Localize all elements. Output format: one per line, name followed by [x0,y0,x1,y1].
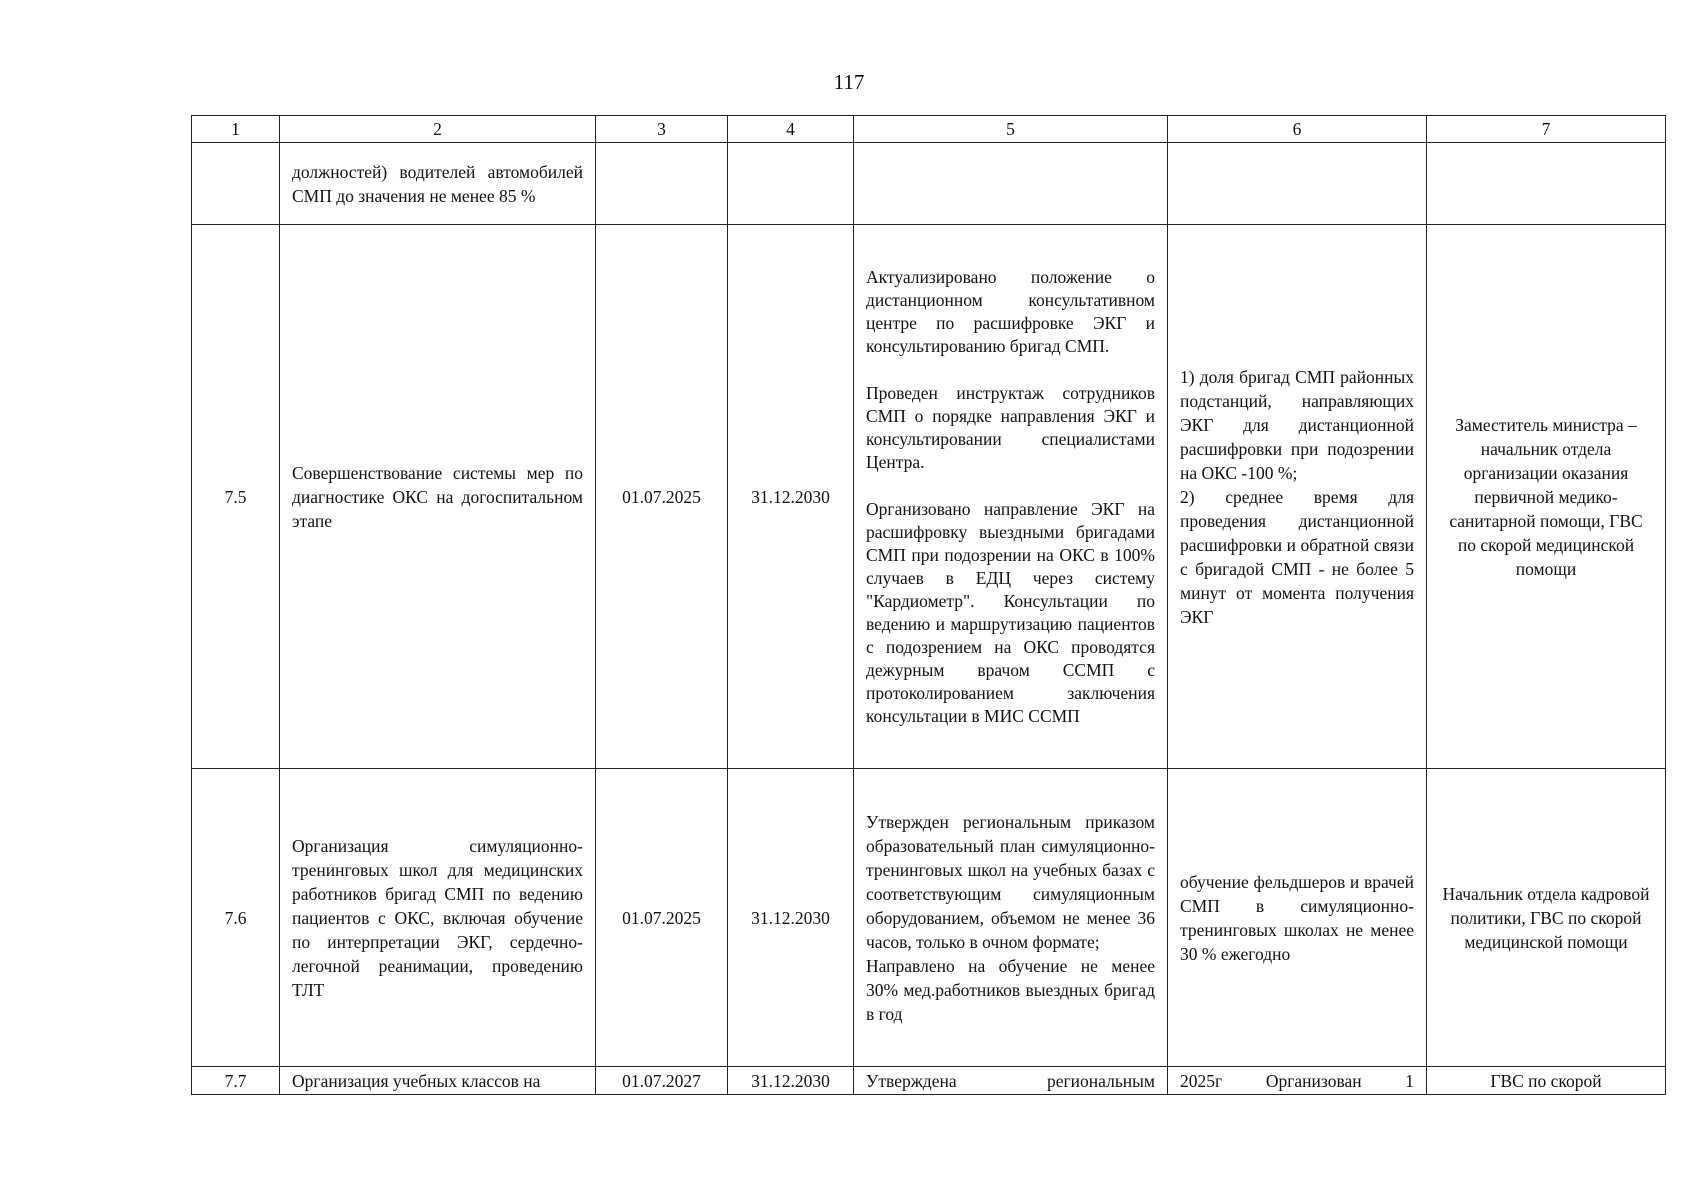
row-responsible [1427,143,1666,225]
indicator-text: 1) доля бригад СМП районных подстанций, направляющих ЭКГ для дистанционной расшифровки при подозрении на ОКС -100 %; [1180,366,1414,483]
indicator-text: 2) среднее время для проведения дистанционной расшифровки и обратной связи с бригадой СМП - не более 5 минут от момента получения ЭКГ [1180,486,1414,627]
row-end-date: 31.12.2030 [728,1067,854,1095]
column-number-row [192,116,1666,143]
row-results [854,769,1168,1067]
indicator-text: 2025г Организован 1 [1180,1070,1414,1091]
row-results [854,225,1168,769]
row-end-date [728,143,854,225]
result-text: Утвержден региональным приказом образовательный план симуляционно-тренинговых школ на учебных базах с соответствующим симуляционным оборудованием, объемом не менее 36 часов, только в очном формате; [866,811,1155,952]
row-description: Совершенствование системы мер по диагностике ОКС на догоспитальном этапе [280,225,596,769]
row-id [192,143,280,225]
page-number: 117 [833,70,865,94]
row-start-date [596,143,728,225]
row-description: должностей) водителей автомобилей СМП до значения не менее 85 % [280,143,596,225]
result-text: Утверждена региональным [866,1070,1155,1091]
row-start-date: 01.07.2025 [596,225,728,769]
row-results [854,1067,1168,1095]
table-row [192,225,1666,769]
row-indicators [1168,1067,1427,1095]
table-row [192,143,1666,225]
row-responsible: Заместитель министра – начальник отдела организации оказания первичной медико-санитарной помощи, ГВС по скорой медицинской помощи [1427,225,1666,769]
column-header-4: 4 [728,116,854,143]
result-text: Направлено на обучение не менее 30% мед.работников выездных бригад в год [866,955,1155,1024]
column-header-5: 5 [854,116,1168,143]
row-id: 7.6 [192,769,280,1067]
column-header-3: 3 [596,116,728,143]
indicator-text: обучение фельдшеров и врачей СМП в симуляционно-тренинговых школах не менее 30 % ежегодно [1180,871,1414,964]
row-id: 7.7 [192,1067,280,1095]
row-start-date: 01.07.2025 [596,769,728,1067]
table-row [192,1067,1666,1095]
row-indicators [1168,143,1427,225]
row-end-date: 31.12.2030 [728,769,854,1067]
result-text: Актуализировано положение о дистанционном консультативном центре по расшифровке ЭКГ и консультированию бригад СМП. [866,266,1155,356]
row-indicators [1168,225,1427,769]
row-responsible: Начальник отдела кадровой политики, ГВС по скорой медицинской помощи [1427,769,1666,1067]
column-header-1: 1 [192,116,280,143]
result-text: Организовано направление ЭКГ на расшифровку выездными бригадами СМП при подозрении на ОКС в 100% случаев в ЕДЦ через систему "Кардиометр". Консультации по ведению и маршрутизацию пациентов с подозрением на ОКС проводятся дежурным врачом ССМП с протоколированием заключения консультации в МИС ССМП [866,498,1155,726]
row-id: 7.5 [192,225,280,769]
result-text: Проведен инструктаж сотрудников СМП о порядке направления ЭКГ и консультировании специалистами Центра. [866,382,1155,472]
table-row [192,769,1666,1067]
measures-table [191,115,1666,1095]
column-header-6: 6 [1168,116,1427,143]
row-results [854,143,1168,225]
row-end-date: 31.12.2030 [728,225,854,769]
row-responsible: ГВС по скорой [1427,1067,1666,1095]
column-header-2: 2 [280,116,596,143]
row-start-date: 01.07.2027 [596,1067,728,1095]
row-description: Организация симуляционно-тренинговых школ для медицинских работников бригад СМП по ведению пациентов с ОКС, включая обучение по интерпретации ЭКГ, сердечно-легочной реанимации, проведению ТЛТ [280,769,596,1067]
row-description: Организация учебных классов на [280,1067,596,1095]
row-indicators [1168,769,1427,1067]
column-header-7: 7 [1427,116,1666,143]
